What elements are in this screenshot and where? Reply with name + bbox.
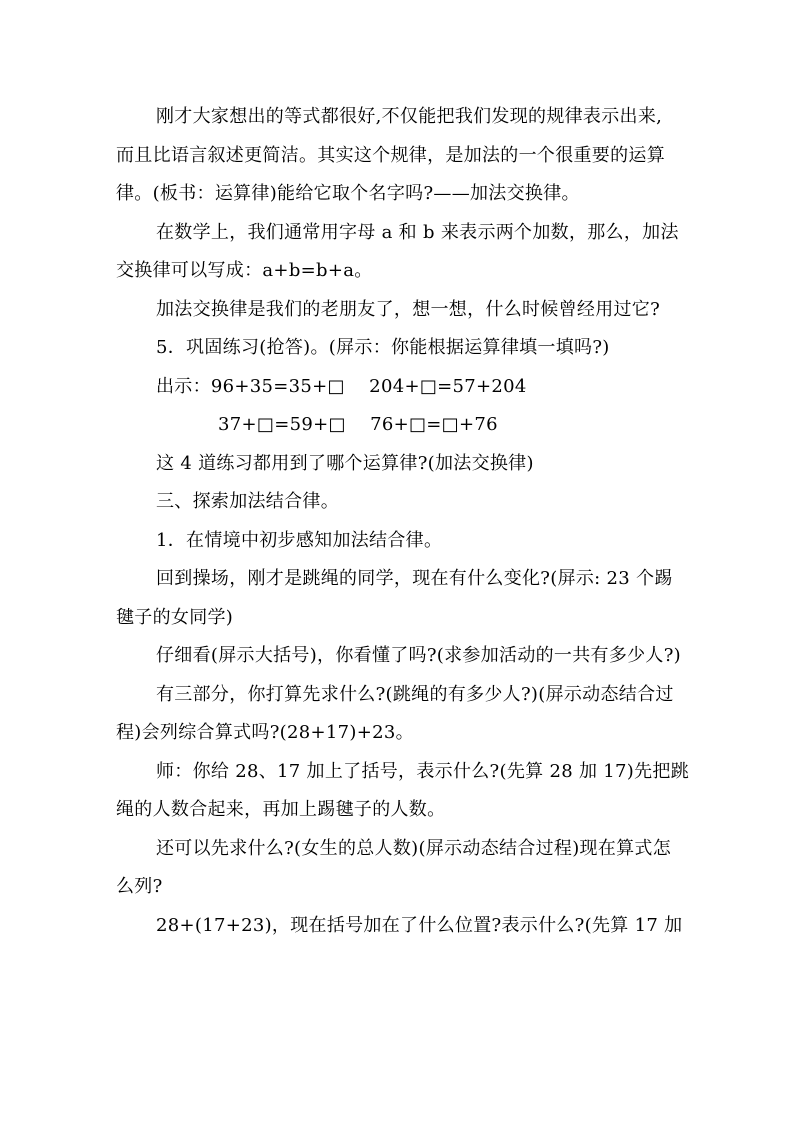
paragraph-line: 有三部分，你打算先求什么?(跳绳的有多少人?)(屏示动态结合过 (156, 683, 674, 705)
paragraph-line: 交换律可以写成：a+b=b+a。 (116, 260, 373, 281)
paragraph-line: 还可以先求什么?(女生的总人数)(屏示动态结合过程)现在算式怎 (156, 837, 672, 859)
section-heading: 三、探索加法结合律。 (156, 491, 339, 512)
paragraph-line: 加法交换律是我们的老朋友了，想一想，什么时候曾经用过它? (156, 298, 661, 320)
paragraph-line: 程)会列综合算式吗?(28+17)+23。 (116, 722, 414, 743)
exercise-heading: 5．巩固练习(抢答)。(屏示：你能根据运算律填一填吗?) (156, 337, 610, 358)
paragraph-line: 而且比语言叙述更简洁。其实这个规律，是加法的一个很重要的运算 (116, 144, 665, 166)
paragraph-line: 回到操场，刚才是跳绳的同学，现在有什么变化?(屏示: 23 个踢 (156, 568, 673, 589)
paragraph-line: 在数学上，我们通常用字母 a 和 b 来表示两个加数，那么，加法 (156, 221, 679, 243)
paragraph-line: 刚才大家想出的等式都很好,不仅能把我们发现的规律表示出来, (156, 106, 663, 127)
paragraph-line: 仔细看(屏示大括号)，你看懂了吗?(求参加活动的一共有多少人?) (156, 645, 681, 666)
paragraph-line: 绳的人数合起来，再加上踢毽子的人数。 (116, 799, 446, 820)
exercise-equations-row-2: 37+□=59+□ 76+□=□+76 (218, 414, 498, 435)
paragraph-line: 律。(板书：运算律)能给它取个名字吗?——加法交换律。 (116, 183, 580, 204)
paragraph-line: 师：你给 28、17 加上了括号，表示什么?(先算 28 加 17)先把跳 (156, 760, 690, 782)
document-page (116, 98, 690, 945)
paragraph-line: 么列? (116, 876, 163, 897)
paragraph-line: 毽子的女同学) (116, 606, 234, 628)
exercise-equations-row-1: 出示：96+35=35+□ 204+□=57+204 (156, 375, 527, 397)
paragraph-line: 这 4 道练习都用到了哪个运算律?(加法交换律) (156, 452, 534, 474)
subsection-heading: 1．在情境中初步感知加法结合律。 (156, 529, 443, 551)
paragraph-line: 28+(17+23)，现在括号加在了什么位置?表示什么?(先算 17 加 (156, 914, 683, 936)
